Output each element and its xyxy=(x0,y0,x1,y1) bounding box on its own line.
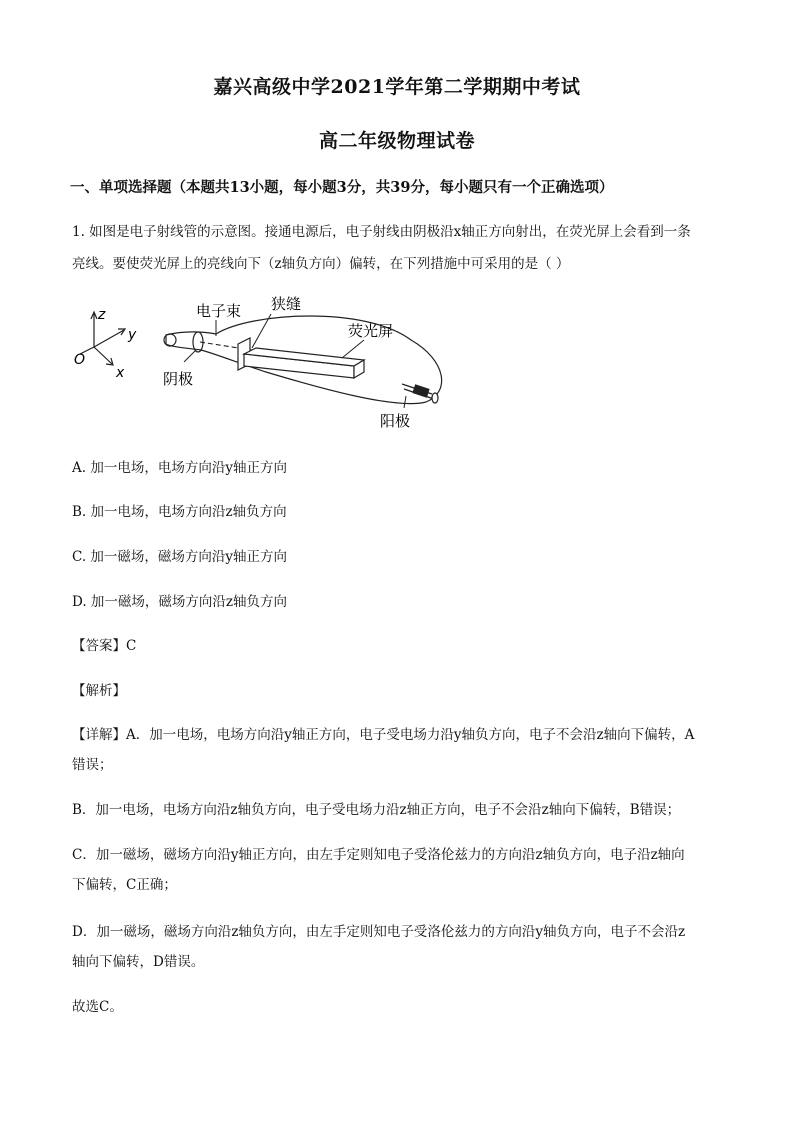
analysis-label: 【解析】 xyxy=(72,683,126,699)
detail-b: B．加一电场，电场方向沿z轴负方向，电子受电场力沿z轴正方向，电子不会沿z轴向下偏转，B错误； xyxy=(72,802,681,818)
answer-label: 【答案】C xyxy=(72,638,137,654)
fluorescent-screen xyxy=(244,348,364,378)
anode-icon xyxy=(402,384,438,403)
question-stem-line-2: 亮线。要使荧光屏上的亮线向下（z轴负方向）偏转，在下列措施中可采用的是（ ） xyxy=(72,256,570,272)
cathode-ray-tube-figure xyxy=(66,292,456,432)
label-electron-beam: 电子束 xyxy=(196,302,242,320)
question-stem-line-1: 1. 如图是电子射线管的示意图。接通电源后，电子射线由阴极沿x轴正方向射出，在荧光屏上会看到一条 xyxy=(72,224,691,240)
detail-d-line-2: 轴向下偏转，D错误。 xyxy=(72,954,205,970)
label-slit: 狭缝 xyxy=(271,295,302,313)
option-a: A. 加一电场，电场方向沿y轴正方向 xyxy=(72,460,287,476)
exam-subtitle: 高二年级物理试卷 xyxy=(318,130,475,152)
detail-a-line-2: 错误； xyxy=(72,757,113,773)
option-c: C. 加一磁场，磁场方向沿y轴正方向 xyxy=(72,549,288,565)
conclusion: 故选C。 xyxy=(72,999,123,1015)
option-d: D. 加一磁场，磁场方向沿z轴负方向 xyxy=(72,594,288,610)
axis-z-label: z xyxy=(98,307,106,323)
detail-c-line-1: C．加一磁场，磁场方向沿y轴正方向，由左手定则知电子受洛伦兹力的方向沿z轴负方向，电子沿z轴向 xyxy=(72,847,685,863)
section-heading: 一、单项选择题（本题共13小题，每小题3分，共39分，每小题只有一个正确选项） xyxy=(70,179,614,196)
axis-x-label: x xyxy=(116,365,125,381)
exam-title: 嘉兴高级中学2021学年第二学期期中考试 xyxy=(213,76,581,98)
detail-c-line-2: 下偏转，C正确； xyxy=(72,877,177,893)
detail-a-line-1: 【详解】A．加一电场，电场方向沿y轴正方向，电子受电场力沿y轴负方向，电子不会沿z轴向下偏转，A xyxy=(72,727,695,743)
label-screen: 荧光屏 xyxy=(348,322,394,340)
origin-label: O xyxy=(74,352,86,368)
label-cathode: 阴极 xyxy=(163,370,194,388)
axis-y-label: y xyxy=(128,327,137,343)
label-anode: 阳极 xyxy=(380,412,411,430)
detail-d-line-1: D．加一磁场，磁场方向沿z轴负方向，由左手定则知电子受洛伦兹力的方向沿y轴负方向，电子不会沿z xyxy=(72,924,686,940)
option-b: B. 加一电场，电场方向沿z轴负方向 xyxy=(72,504,287,520)
